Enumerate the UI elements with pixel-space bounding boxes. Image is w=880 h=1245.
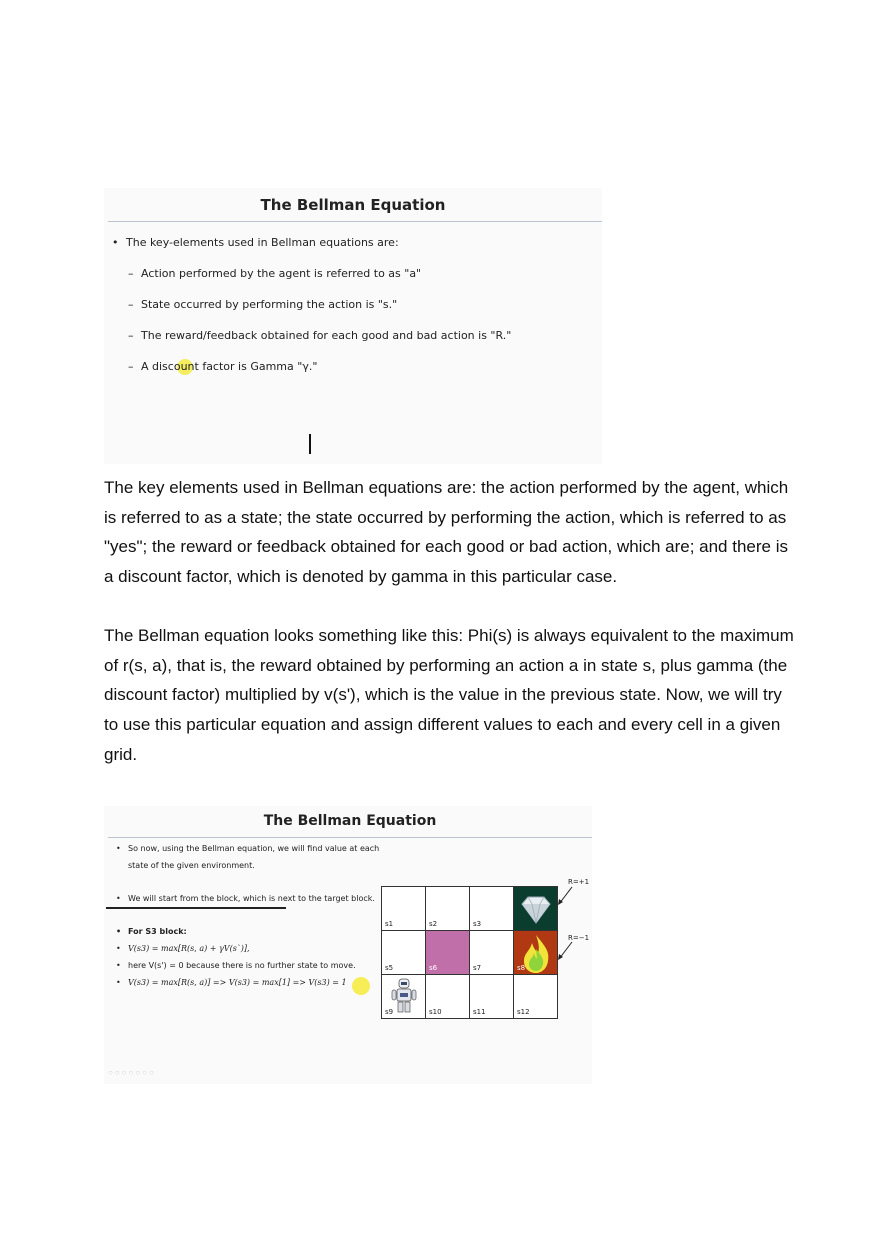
reward-positive-label: R=+1 bbox=[568, 878, 590, 886]
cell-label: s9 bbox=[385, 1008, 394, 1016]
grid-cell bbox=[382, 887, 426, 931]
sub-item-text: A discount factor is Gamma "γ." bbox=[141, 360, 318, 373]
slide-image-1 bbox=[104, 188, 602, 464]
slide-title: The Bellman Equation bbox=[260, 196, 446, 214]
cell-label: s1 bbox=[385, 920, 394, 928]
slide-title: The Bellman Equation bbox=[263, 813, 437, 829]
formula-text: V(s3) = max[R(s, a)] => V(s3) = max[1] => V(s3) = 1 bbox=[128, 978, 347, 987]
sub-item-text: State occurred by performing the action is "s." bbox=[141, 298, 398, 311]
bullet-text: For S3 block: bbox=[128, 927, 187, 936]
cell-label: s10 bbox=[429, 1008, 442, 1016]
sub-item: – Action performed by the agent is referred to as "a" bbox=[128, 267, 422, 280]
bullet-text: We will start from the block, which is next to the target block. bbox=[128, 894, 375, 903]
grid-cell bbox=[470, 887, 514, 931]
grid-cell bbox=[470, 931, 514, 975]
sub-item: – State occurred by performing the action is "s." bbox=[128, 298, 398, 311]
formula-text: here V(s') = 0 because there is no further state to move. bbox=[128, 961, 356, 970]
cursor-highlight bbox=[352, 977, 370, 995]
bullet-item: • V(s3) = max[R(s, a)] => V(s3) = max[1] => V(s3) = 1 bbox=[116, 978, 347, 987]
cell-label: s6 bbox=[429, 964, 438, 972]
sub-item-text: The reward/feedback obtained for each good and bad action is "R." bbox=[141, 329, 512, 342]
grid-world bbox=[381, 886, 558, 1019]
sub-item-text: Action performed by the agent is referred to as "a" bbox=[141, 267, 422, 280]
cell-label: s8 bbox=[517, 964, 526, 972]
grid-cell-blocked bbox=[426, 931, 470, 975]
bullet-item: • V(s3) = max[R(s, a) + γV(s`)], bbox=[116, 944, 250, 953]
bullet-item: • The key-elements used in Bellman equations are: bbox=[112, 236, 399, 249]
body-paragraph: The key elements used in Bellman equations are: the action performed by the agent, which is referred to as a state; the state occurred by performing the action, which is referred to as "yes"; the reward or feedback obtained for each good or bad action, which are; and there is a discount factor, which is denoted by gamma in this particular case. bbox=[104, 478, 789, 587]
bullet-item: • here V(s') = 0 because there is no further state to move. bbox=[116, 961, 356, 970]
bullet-text: The key-elements used in Bellman equations are: bbox=[126, 236, 399, 249]
reward-negative-label: R=−1 bbox=[568, 934, 590, 942]
cell-label: s7 bbox=[473, 964, 482, 972]
bullet-item: • We will start from the block, which is next to the target block. bbox=[116, 894, 375, 903]
title-underline bbox=[108, 837, 592, 838]
sub-item: – The reward/feedback obtained for each good and bad action is "R." bbox=[128, 329, 512, 342]
grid-cell-agent bbox=[382, 975, 426, 1019]
slide-image-2 bbox=[104, 806, 592, 1084]
grid-cell bbox=[426, 975, 470, 1019]
cell-label: s11 bbox=[473, 1008, 486, 1016]
slide-controls: ○○○○○○○ bbox=[108, 1068, 156, 1077]
grid-cell bbox=[382, 931, 426, 975]
grid-cell bbox=[514, 975, 558, 1019]
bullet-item: • For S3 block: bbox=[116, 927, 187, 936]
grid-cell-fire bbox=[514, 931, 558, 975]
title-underline bbox=[108, 221, 602, 222]
grid-cell bbox=[426, 887, 470, 931]
cell-label: s12 bbox=[517, 1008, 530, 1016]
bullet-continuation: state of the given environment. bbox=[128, 861, 255, 870]
separator-line bbox=[106, 907, 286, 909]
grid-cell bbox=[470, 975, 514, 1019]
sub-item: – A discount factor is Gamma "γ." bbox=[128, 360, 318, 373]
diamond-icon bbox=[514, 887, 558, 931]
reward-arrows bbox=[554, 884, 584, 964]
cell-label: s2 bbox=[429, 920, 438, 928]
bullet-text: So now, using the Bellman equation, we will find value at each bbox=[128, 844, 380, 853]
cell-label: s3 bbox=[473, 920, 482, 928]
text-cursor bbox=[309, 434, 311, 454]
body-paragraph: The Bellman equation looks something like this: Phi(s) is always equivalent to the maximum of r(s, a), that is, the reward obtained by performing an action a in state s, plus gamma (the discount factor) multiplied by v(s'), which is the value in the previous state. Now, we will try to use this particular equation and assign different values to each and every cell in a given grid. bbox=[104, 626, 794, 764]
formula-text: V(s3) = max[R(s, a) + γV(s`)], bbox=[128, 944, 250, 953]
grid-cell-target bbox=[514, 887, 558, 931]
cell-label: s5 bbox=[385, 964, 394, 972]
bullet-item: • So now, using the Bellman equation, we will find value at each bbox=[116, 844, 380, 853]
